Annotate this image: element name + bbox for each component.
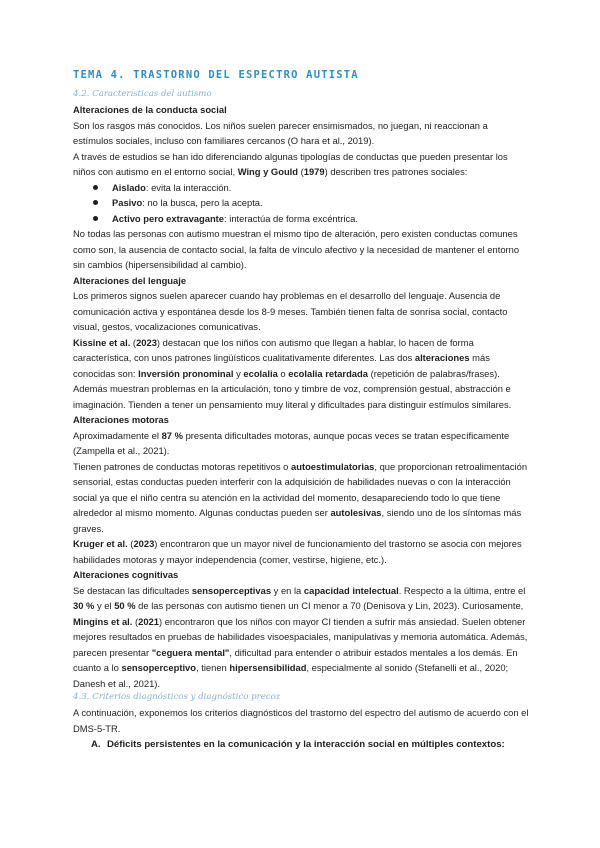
paragraph: Además muestran problemas en la articulación, tono y timbre de voz, comprensión gestual, abstracción e imaginación. Tienden a tener un pensamiento muy literal y dificultades para distinguir estímulos similares. [73, 383, 512, 410]
heading-social: Alteraciones de la conducta social [73, 104, 227, 115]
section-subtitle: 4.3. Criterios diagnósticos y diagnóstico precoz [73, 692, 281, 702]
paragraph: Aproximadamente el 87 % presenta dificultades motoras, aunque pocas veces se tratan específicamente (Zampella et al., 2021). [73, 429, 510, 456]
section-subtitle: 4.2. Características del autismo [73, 89, 212, 99]
paragraph: Son los rasgos más conocidos. Los niños suelen parecer ensimismados, no juegan, ni reaccionan a estímulos sociales, incluso con familiares cercanos (O hara et al., 2019). [73, 119, 488, 146]
list-item: Aislado: evita la interacción. [93, 180, 529, 196]
list-item: Pasivo: no la busca, pero la acepta. [93, 195, 529, 211]
criterion-a: A. Déficits persistentes en la comunicación y la interacción social en múltiples contextos: [91, 739, 505, 750]
list-item: Activo pero extravagante: interactúa de forma excéntrica. [93, 211, 529, 227]
bullet-icon [93, 200, 98, 205]
bullet-icon [93, 185, 98, 190]
paragraph: A continuación, exponemos los criterios diagnósticos del trastorno del espectro del autismo de acuerdo con el DMS-5-TR. [73, 707, 529, 734]
paragraph: Tienen patrones de conductas motoras repetitivos o autoestimulatorias, que proporcionan retroalimentación sensorial, estas conductas pueden interferir con la adquisición de habilidades nuevas o con la interacción social ya que el niño centra su atención en la actividad del momento, desapareciendo todo lo que tiene alrededor al mismo momento. Algunas conductas pueden ser autolesivas, siendo uno de los síntomas más graves. [73, 460, 528, 534]
bullet-list [73, 180, 529, 227]
page-title: TEMA 4. TRASTORNO DEL ESPECTRO AUTISTA [73, 69, 359, 81]
paragraph: A través de estudios se han ido diferenciando algunas tipologías de conductas que pueden presentar los niños con autismo en el entorno social, Wing y Gould (1979) describen tres patrones sociales: [73, 150, 508, 177]
paragraph: Kruger et al. (2023) encontraron que un mayor nivel de funcionamiento del trastorno se asocia con mejores habilidades motoras y mayor independencia (comer, vestirse, higiene, etc.). [73, 538, 522, 565]
paragraph: No todas las personas con autismo muestran el mismo tipo de alteración, pero existen conductas comunes como son, la ausencia de contacto social, la falta de vínculo afectivo y la necesidad de mantener el entorno sin cambios (hipersensibilidad al cambio). [73, 228, 520, 270]
document-page [73, 68, 529, 753]
heading-motoras: Alteraciones motoras [73, 414, 169, 425]
bullet-icon [93, 216, 98, 221]
heading-lenguaje: Alteraciones del lenguaje [73, 274, 187, 286]
paragraph: Kissine et al. (2023) destacan que los niños con autismo que llegan a hablar, lo hacen de forma característica, con unos patrones lingüísticos cualitativamente diferentes. Las dos alteraciones más conocidas son: Inversión pronominal y ecolalia o ecolalia retardada (repetición de palabras/frases). [73, 336, 500, 379]
paragraph: Se destacan las dificultades sensoperceptivas y en la capacidad intelectual. Respecto a la última, entre el 30 % y el 50 % de las personas con autismo tienen un CI menor a 70 (Denisova y Lin, 2023). Curiosamente, Mingins et al. (2021) encontraron que los niños con mayor CI tienden a sufrir más ansiedad. Suelen obtener mejores resultados en pruebas de habilidades visoespaciales, manipulativas y memoria automática. Además, parecen presentar "ceguera mental", dificultad para entender o atribuir estados mentales a los demás. En cuanto a lo sensoperceptivo, tienen hipersensibilidad, especialmente al sonido (Stefanelli et al., 2020; Danesh et al., 2021). [73, 584, 528, 689]
paragraph: Los primeros signos suelen aparecer cuando hay problemas en el desarrollo del lenguaje. Ausencia de comunicación activa y espontánea desde los 8-9 meses. También tienen falta de sonrisa social, contacto visual, gestos, vocalizaciones comunicativas. [73, 290, 508, 332]
heading-cognitivas: Alteraciones cognitivas [73, 569, 179, 580]
